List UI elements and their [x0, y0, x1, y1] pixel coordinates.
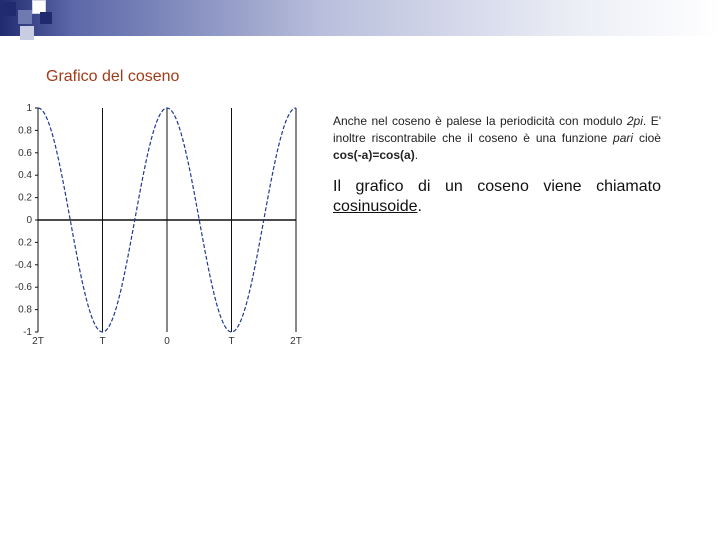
y-tick-label: -0.4 — [14, 259, 32, 271]
y-tick-label: 0.6 — [18, 147, 32, 159]
slide-title: Grafico del coseno — [46, 68, 180, 85]
formula-text: cos(-a)=cos(a) — [333, 148, 415, 162]
para1-part3: cioè — [633, 131, 661, 145]
y-tick-label: 0.2 — [18, 237, 32, 249]
y-tick-label: 0.4 — [18, 170, 32, 182]
x-tick-label: T — [228, 336, 235, 347]
y-tick-label: 0.8 — [18, 125, 32, 137]
para1-part4: . — [414, 148, 419, 162]
decor-square — [40, 12, 52, 24]
cosine-chart — [0, 98, 310, 358]
para2-part2: . — [417, 198, 422, 215]
y-tick-label: 0.8 — [18, 304, 32, 316]
x-tick-label: 2T — [290, 336, 302, 347]
cosinusoide-keyword: cosinusoide — [333, 198, 418, 215]
para2-part1: Il grafico di un coseno viene chiamato — [333, 178, 661, 195]
description-paragraph — [333, 113, 661, 164]
y-tick-label: -0.6 — [14, 282, 32, 294]
pi-text: 2pi — [626, 114, 643, 128]
header-band — [0, 0, 720, 36]
y-tick-label: 0 — [26, 215, 32, 226]
cosine-chart-svg — [0, 98, 310, 358]
para1-part2: . E' inoltre riscontrabile che il coseno è una funzione — [333, 114, 661, 145]
pari-text: pari — [613, 131, 634, 145]
decor-square — [18, 10, 32, 24]
cosinusoid-paragraph — [333, 177, 661, 217]
y-tick-label: -1 — [23, 327, 32, 338]
decor-square — [2, 2, 16, 16]
para1-part1: Anche nel coseno è palese la periodicità con modulo — [333, 114, 627, 128]
x-tick-label: 0 — [164, 336, 170, 347]
x-tick-label: 2T — [32, 336, 44, 347]
y-tick-label: 1 — [26, 103, 32, 114]
y-tick-label: 0.2 — [18, 192, 32, 204]
decor-square — [20, 26, 34, 40]
x-tick-label: T — [99, 336, 106, 347]
